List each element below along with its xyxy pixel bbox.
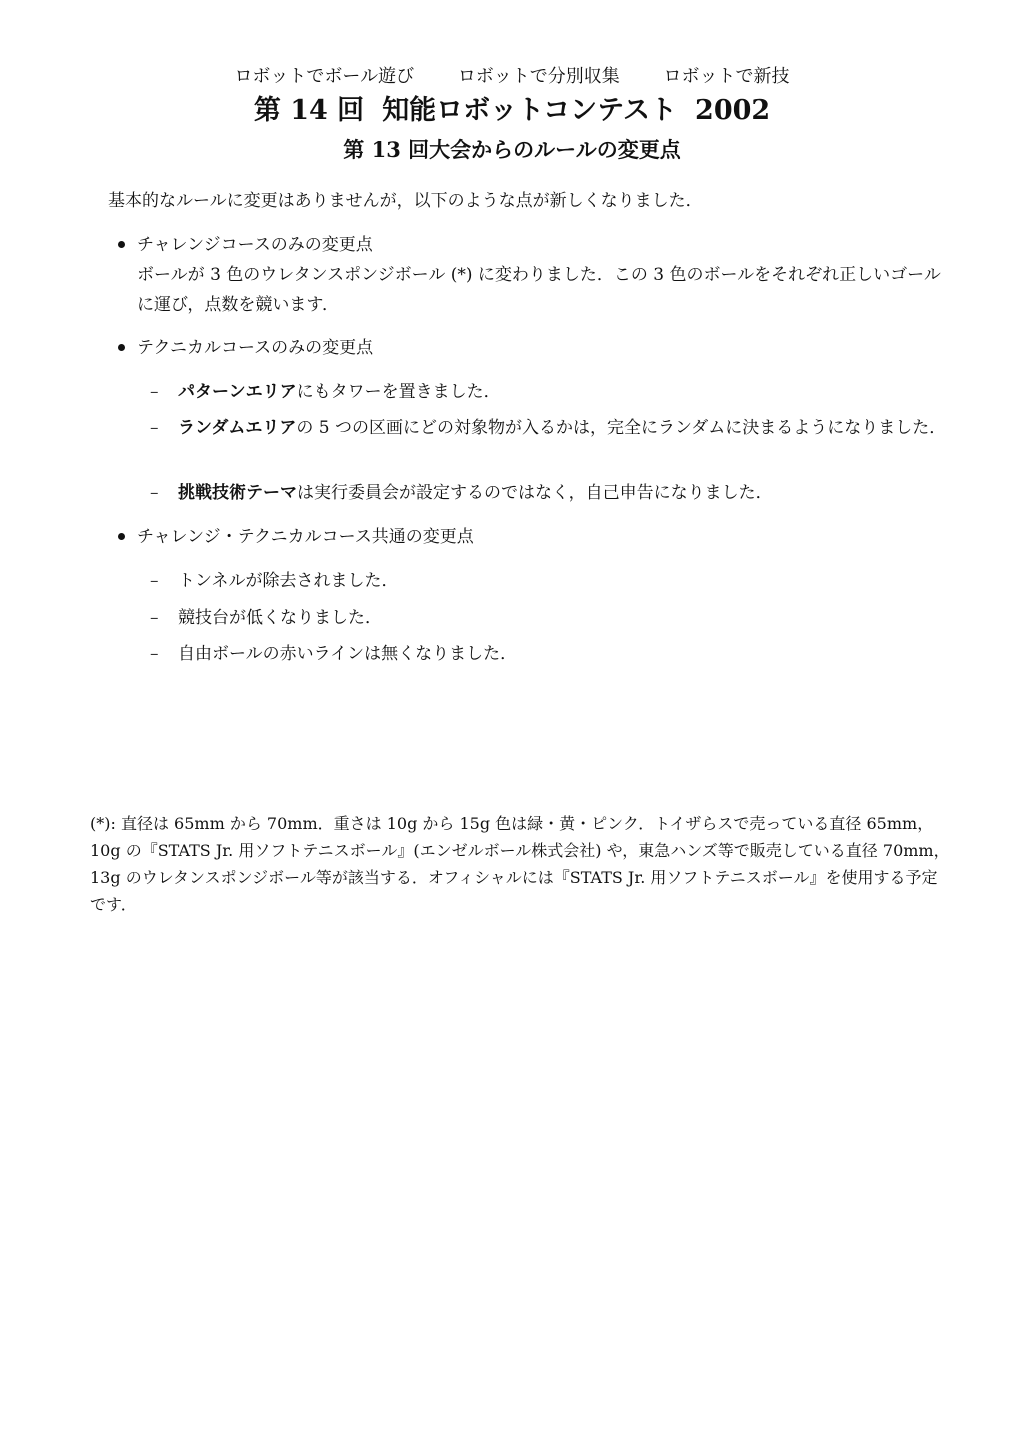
bullet-icon xyxy=(118,344,125,351)
page-subtitle: 第 13 回大会からのルールの変更点 xyxy=(343,137,681,162)
item-text: トンネルが除去されました． xyxy=(178,571,399,591)
list-item xyxy=(150,413,950,443)
bullet-icon xyxy=(118,241,125,248)
dash-icon: – xyxy=(150,418,159,438)
title-edition: 第 14 回 xyxy=(253,95,365,126)
list-item xyxy=(150,639,950,669)
dash-icon: – xyxy=(150,644,159,664)
dash-icon: – xyxy=(150,483,159,503)
section-challenge-course xyxy=(118,230,948,320)
item-text: 競技台が低くなりました． xyxy=(178,608,382,628)
slogan-line xyxy=(0,64,1024,90)
title-year: 2002 xyxy=(695,95,771,126)
intro-paragraph: 基本的なルールに変更はありませんが，以下のような点が新しくなりました． xyxy=(108,191,703,211)
title-contest-name: 知能ロボットコンテスト xyxy=(382,95,678,126)
section-body: ボールが 3 色のウレタンスポンジボール (*) に変わりました．この 3 色のボールをそれぞれ正しいゴールに運び，点数を競います． xyxy=(137,265,941,315)
list-item xyxy=(150,566,950,596)
item-text: の 5 つの区画にどの対象物が入るかは，完全にランダムに決まるようになりました． xyxy=(296,418,947,438)
item-keyword: パターンエリア xyxy=(178,382,297,402)
section-heading: チャレンジ・テクニカルコース共通の変更点 xyxy=(137,527,474,547)
slogan-ball-play: ロボットでボール遊び xyxy=(234,66,415,87)
bullet-icon xyxy=(118,533,125,540)
list-item xyxy=(150,377,950,407)
dash-icon: – xyxy=(150,571,159,591)
section-heading: チャレンジコースのみの変更点 xyxy=(137,235,373,255)
item-keyword: 挑戦技術テーマ xyxy=(178,483,297,503)
list-item xyxy=(150,478,950,508)
slogan-new-skill: ロボットで新技 xyxy=(663,66,790,87)
dash-icon: – xyxy=(150,608,159,628)
slogan-sorting: ロボットで分別収集 xyxy=(457,66,620,87)
dash-icon: – xyxy=(150,382,159,402)
section-technical-course xyxy=(118,333,948,363)
item-text: 自由ボールの赤いラインは無くなりました． xyxy=(178,644,518,664)
list-item xyxy=(150,603,950,633)
item-text: にもタワーを置きました． xyxy=(296,382,501,402)
item-text: は実行委員会が設定するのではなく，自己申告になりました． xyxy=(297,483,773,503)
page-title xyxy=(0,93,1024,129)
item-keyword: ランダムエリア xyxy=(178,418,297,438)
section-heading: テクニカルコースのみの変更点 xyxy=(137,338,374,358)
section-common-changes xyxy=(118,522,948,552)
footnote: (*): 直径は 65mm から 70mm．重さは 10g から 15g 色は緑・黄・ピンク．トイザらスで売っている直径 65mm，10g の『STATS Jr. 用ソフトテニスボール』(エンゼルボール株式会社) や，東急ハンズ等で販売している直径 70mm，13g のウレタンスポンジボール等が該当する．オフィシャルには『STATS Jr. 用ソフトテニスボール』を使用する予定です． xyxy=(90,814,950,914)
